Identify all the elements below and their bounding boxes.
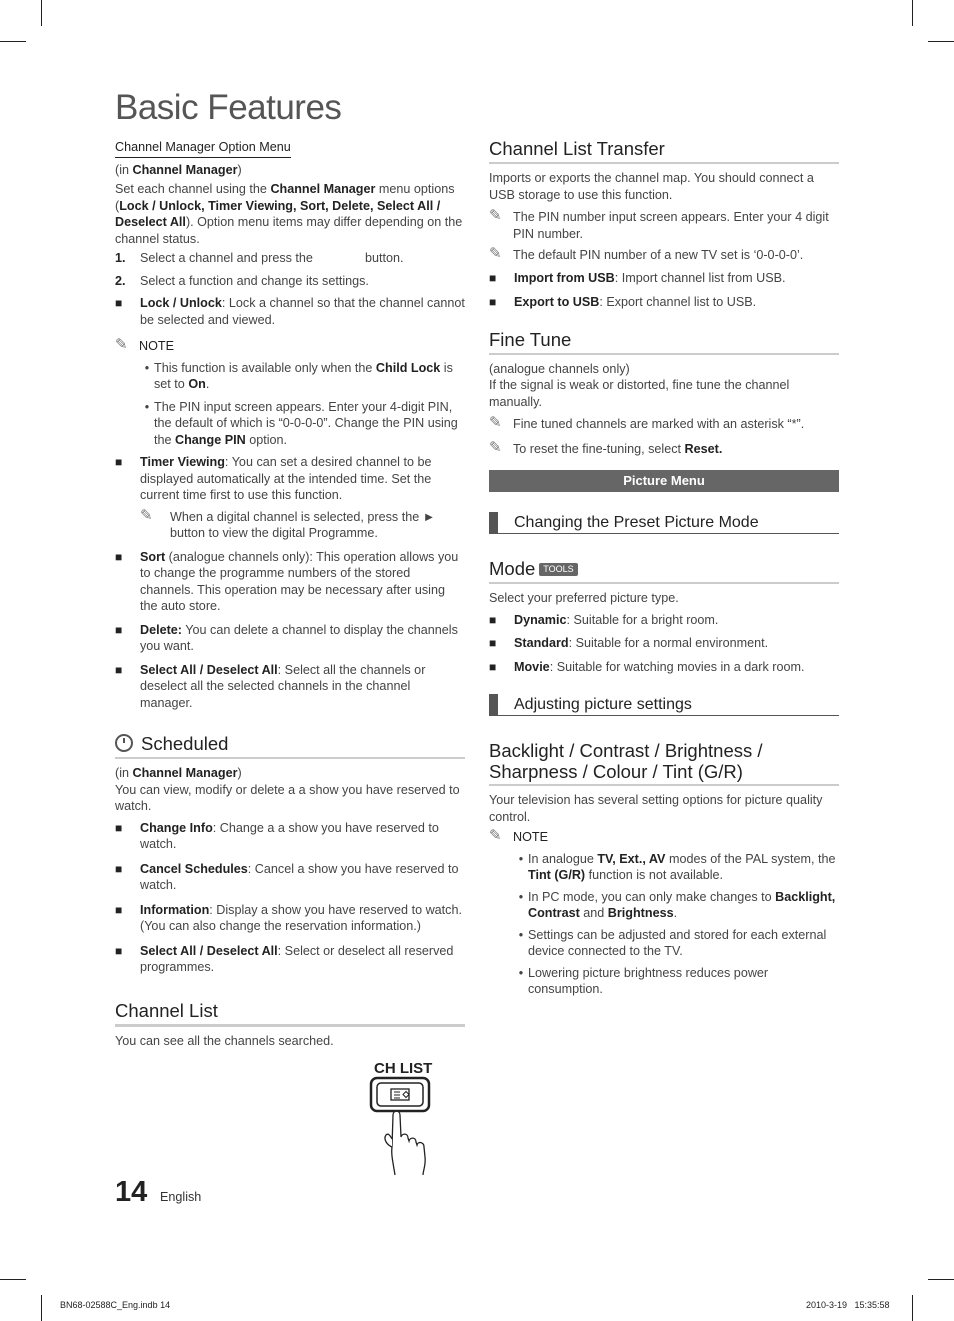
scheduled-heading: Scheduled <box>115 733 465 759</box>
list-item-select-all-2: ■ Select All / Deselect All: Select or deselect all reserved programmes. <box>115 943 454 974</box>
note-heading: ✎ NOTE <box>115 336 174 353</box>
mode-heading: Mode TOOLS <box>489 558 839 584</box>
step-1: 1. Select a channel and press the button. <box>115 251 404 265</box>
crop-mark <box>41 1295 42 1321</box>
note-item: • In analogue TV, Ext., AV modes of the PAL system, the Tint (G/R) function is not available. <box>518 851 836 882</box>
clt-note-2: ✎ The default PIN number of a new TV set is ‘0-0-0-0’. <box>489 245 804 262</box>
note-heading: ✎ NOTE <box>489 827 548 844</box>
sched-in-note: (in Channel Manager) <box>115 766 242 780</box>
fine-tune-paragraph: If the signal is weak or distorted, fine tune the channel manually. <box>489 378 790 409</box>
page-language: English <box>160 1190 202 1204</box>
note-item: • The PIN input screen appears. Enter your 4-digit PIN, the default of which is “0-0-0-0”. Change the PIN using the Change PIN option. <box>144 399 458 447</box>
note-item: • This function is available only when the Child Lock is set to On. <box>144 360 453 391</box>
com-paragraph: Set each channel using the Channel Manager menu options (Lock / Unlock, Timer Viewing, Sort, Delete, Select All / Deselect All). Option menu items may differ depending on the channel status. <box>115 182 463 246</box>
list-item-lock: ■ Lock / Unlock: Lock a channel so that the channel cannot be selected and viewed. <box>115 296 465 327</box>
right-column <box>489 138 839 1003</box>
left-column <box>115 138 465 1052</box>
channel-manager-option-heading: Channel Manager Option Menu <box>115 139 291 158</box>
ch-list-label: CH LIST <box>374 1060 433 1077</box>
list-item-export: ■ Export to USB: Export channel list to USB. <box>489 295 757 309</box>
crop-mark <box>41 0 42 26</box>
crop-mark <box>928 41 954 42</box>
channel-list-transfer-heading: Channel List Transfer <box>489 138 839 164</box>
note-item: • In PC mode, you can only make changes to Backlight, Contrast and Brightness. <box>518 889 836 920</box>
list-item-cancel: ■ Cancel Schedules: Cancel a show you have reserved to watch. <box>115 861 459 892</box>
list-item-timer: ■ Timer Viewing: You can set a desired channel to be displayed automatically at the intended time. Set the current time first to use this function. <box>115 455 432 502</box>
pencil-icon: ✎ <box>115 336 128 353</box>
list-item-import: ■ Import from USB: Import channel list from USB. <box>489 270 786 285</box>
pencil-icon: ✎ <box>489 207 502 224</box>
page-title: Basic Features <box>115 88 342 127</box>
crop-mark <box>0 1279 26 1280</box>
fine-tune-heading: Fine Tune <box>489 329 839 355</box>
channel-list-paragraph: You can see all the channels searched. <box>115 1033 334 1048</box>
note-item: • Lowering picture brightness reduces power consumption. <box>518 965 769 996</box>
preset-picture-mode-heading: Changing the Preset Picture Mode <box>489 512 839 534</box>
clock-icon <box>115 734 133 752</box>
clt-note-1: ✎ The PIN number input screen appears. Enter your 4 digit PIN number. <box>489 207 829 241</box>
mode-paragraph: Select your preferred picture type. <box>489 591 679 605</box>
list-item-standard: ■ Standard: Suitable for a normal environment. <box>489 636 769 650</box>
backlight-heading: Backlight / Contrast / Brightness / Sharpness / Colour / Tint (G/R) <box>489 740 839 786</box>
list-item-select-all: ■ Select All / Deselect All: Select all the channels or deselect all the selected channels in the channel manager. <box>115 662 426 710</box>
list-item-delete: ■ Delete: You can delete a channel to display the channels you want. <box>115 622 458 653</box>
list-item-change-info: ■ Change Info: Change a a show you have reserved to watch. <box>115 820 439 851</box>
pencil-icon: ✎ <box>489 414 502 431</box>
channel-list-heading: Channel List <box>115 1000 465 1027</box>
sched-paragraph: You can view, modify or delete a a show you have reserved to watch. <box>115 782 460 813</box>
crop-mark <box>928 1279 954 1280</box>
adjusting-picture-heading: Adjusting picture settings <box>489 694 839 716</box>
list-item-information: ■ Information: Display a show you have reserved to watch. (You can also change the reservation information.) <box>115 902 462 933</box>
pencil-icon: ✎ <box>489 438 502 456</box>
crop-mark <box>0 41 26 42</box>
list-item-dynamic: ■ Dynamic: Suitable for a bright room. <box>489 612 719 627</box>
timer-note: ✎ When a digital channel is selected, press the ► button to view the digital Programme. <box>140 506 436 540</box>
fine-tune-note-1: ✎ Fine tuned channels are marked with an asterisk “*”. <box>489 414 805 431</box>
tools-badge-icon: TOOLS <box>539 563 577 576</box>
note-item: • Settings can be adjusted and stored for each external device connected to the TV. <box>518 927 827 958</box>
picture-menu-bar: Picture Menu <box>489 470 839 492</box>
list-item-movie: ■ Movie: Suitable for watching movies in a dark room. <box>489 659 805 674</box>
crop-mark <box>912 0 913 26</box>
print-slug-left: BN68-02588C_Eng.indb 14 <box>60 1300 171 1310</box>
backlight-paragraph: Your television has several setting options for picture quality control. <box>489 793 823 824</box>
pencil-icon: ✎ <box>489 245 502 262</box>
fine-tune-note-2: ✎ To reset the fine-tuning, select Reset. <box>489 438 723 456</box>
crop-mark <box>912 1295 913 1321</box>
pencil-icon: ✎ <box>140 506 153 524</box>
fine-tune-sub: (analogue channels only) <box>489 361 630 376</box>
pencil-icon: ✎ <box>489 827 502 844</box>
list-item-sort: ■ Sort (analogue channels only): This operation allows you to change the programme numbers of the stored channels. This operation may be necessary after using the auto store. <box>115 549 459 613</box>
page-number: 14 <box>115 1176 148 1208</box>
print-slug-right: 2010-3-19 15:35:58 <box>806 1300 890 1310</box>
com-in-note: (in Channel Manager) <box>115 162 242 177</box>
clt-paragraph: Imports or exports the channel map. You should connect a USB storage to use this function. <box>489 171 814 202</box>
ch-list-button-icon <box>365 1057 445 1177</box>
step-2: 2. Select a function and change its settings. <box>115 273 369 288</box>
